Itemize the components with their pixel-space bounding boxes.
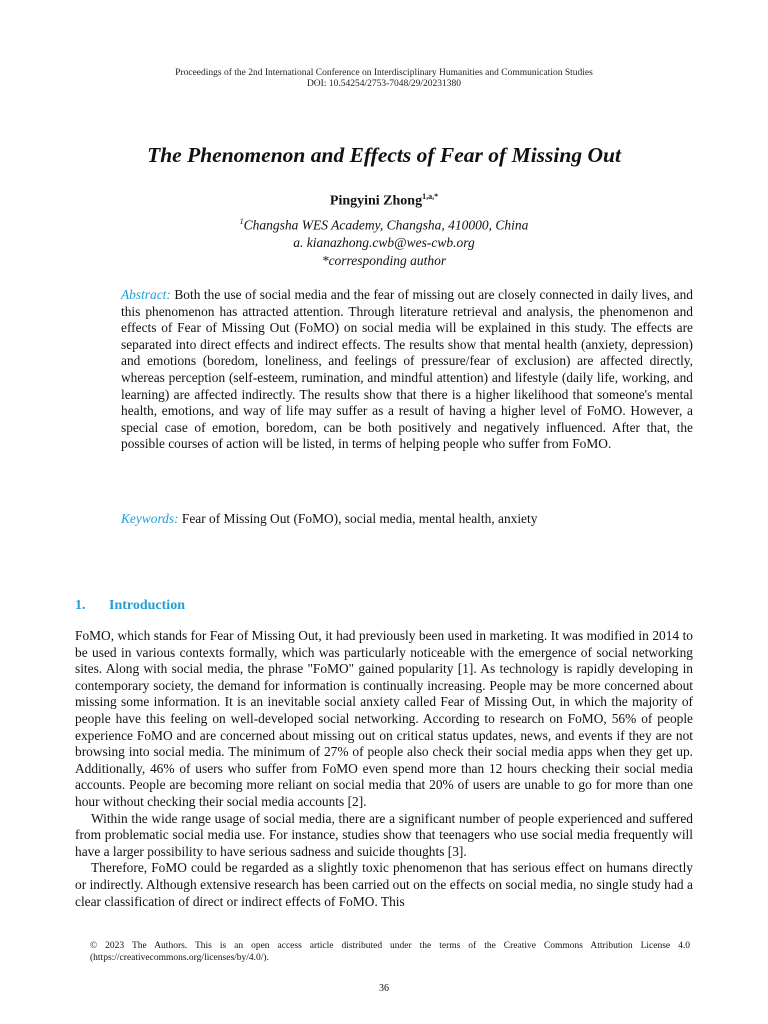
abstract-text: Both the use of social media and the fear of missing out are closely connected in daily lives, and this phenomenon has attracted attention. Through literature retrieval and analysis, the phenomenon and effects of Fear of Missing Out (FoMO) on social media will be explained in this study. The effects are separated into direct effects and indirect effects. The results show that mental health (anxiety, depression) and emotions (boredom, loneliness, and feelings of pressure/fear of exclusion) are affected directly, whereas perception (self-esteem, rumination, and mindful attention) and lifestyle (daily life, working, and learning) are affected indirectly. The results show that there is a higher likelihood that someone's mental health, emotions, and way of life may suffer as a result of having a higher level of FoMO. However, a special case of emotion, boredom, can be both positively and negatively influenced. After that, the possible courses of action will be listed, in terms of helping people who suffer from FoMO. (121, 287, 693, 452)
body-text (75, 628, 693, 910)
author-marks: 1,a,* (422, 192, 439, 201)
affiliation-institution-line (0, 213, 768, 234)
paragraph: FoMO, which stands for Fear of Missing Out, it had previously been used in marketing. It was modified in 2014 to be used in various contexts formally, which was particularly noticeable with the emergence of social networking sites. Along with social media, the phrase "FoMO" gained popularity [1]. As technology is rapidly developing in contemporary society, the demand for information is continually increasing. People may be more concerned about missing some information. It is an inevitable social anxiety called Fear of Missing Out, in which the majority of people have this feeling on well-developed social networking. According to research on FoMO, 56% of people experience FoMO and are concerned about missing out on critical status updates, news, and events if they are not browsing into social media. The minimum of 27% of people also check their social media apps when they get up. Additionally, 46% of users who suffer from FoMO even spend more than 12 hours checking their social media accounts. People are becoming more reliant on social media that 20% of users are unable to go for more than one hour without checking their social media accounts [2]. (75, 628, 693, 809)
header-doi: DOI: 10.54254/2753-7048/29/20231380 (306, 79, 462, 89)
abstract-label: Abstract: (121, 287, 171, 302)
affiliation-email[interactable]: a. kianazhong.cwb@wes-cwb.org (293, 235, 475, 250)
header-proceedings: Proceedings of the 2nd International Conference on Interdisciplinary Humanities and Communication Studies (175, 68, 593, 78)
page-number: 36 (379, 983, 389, 994)
section-heading (75, 598, 185, 614)
author-line (0, 192, 768, 210)
keywords-text: Fear of Missing Out (FoMO), social media, mental health, anxiety (181, 511, 538, 526)
paragraph: Within the wide range usage of social media, there are a significant number of people experienced and suffered from problematic social media use. For instance, studies show that teenagers who use social media frequently will have a larger possibility to have serious sadness and suicide thoughts [3]. (75, 810, 693, 859)
keywords-label: Keywords: (121, 511, 179, 526)
running-header (0, 68, 768, 90)
author-name: Pingyini Zhong (329, 193, 423, 209)
corresponding-author-note: *corresponding author (321, 252, 447, 268)
section-title: Introduction (109, 598, 185, 613)
section-number: 1. (75, 598, 86, 613)
paper-title: The Phenomenon and Effects of Fear of Missing Out (147, 143, 621, 167)
keywords (121, 511, 693, 528)
affiliation-sup: 1 (239, 217, 244, 226)
paragraph: Therefore, FoMO could be regarded as a slightly toxic phenomenon that has serious effect on humans directly or indirectly. Although extensive research has been carried out on the effects on social media, no single study had a clear classification of direct or indirect effects of FoMO. This (75, 860, 693, 909)
abstract (121, 287, 693, 453)
license-footnote: © 2023 The Authors. This is an open access article distributed under the terms of the Creative Commons Attribution License 4.0 (https://creativecommons.org/licenses/by/4.0/). (90, 941, 690, 963)
affiliation-block (0, 213, 768, 269)
affiliation-institution: Changsha WES Academy, Changsha, 410000, China (243, 217, 529, 233)
